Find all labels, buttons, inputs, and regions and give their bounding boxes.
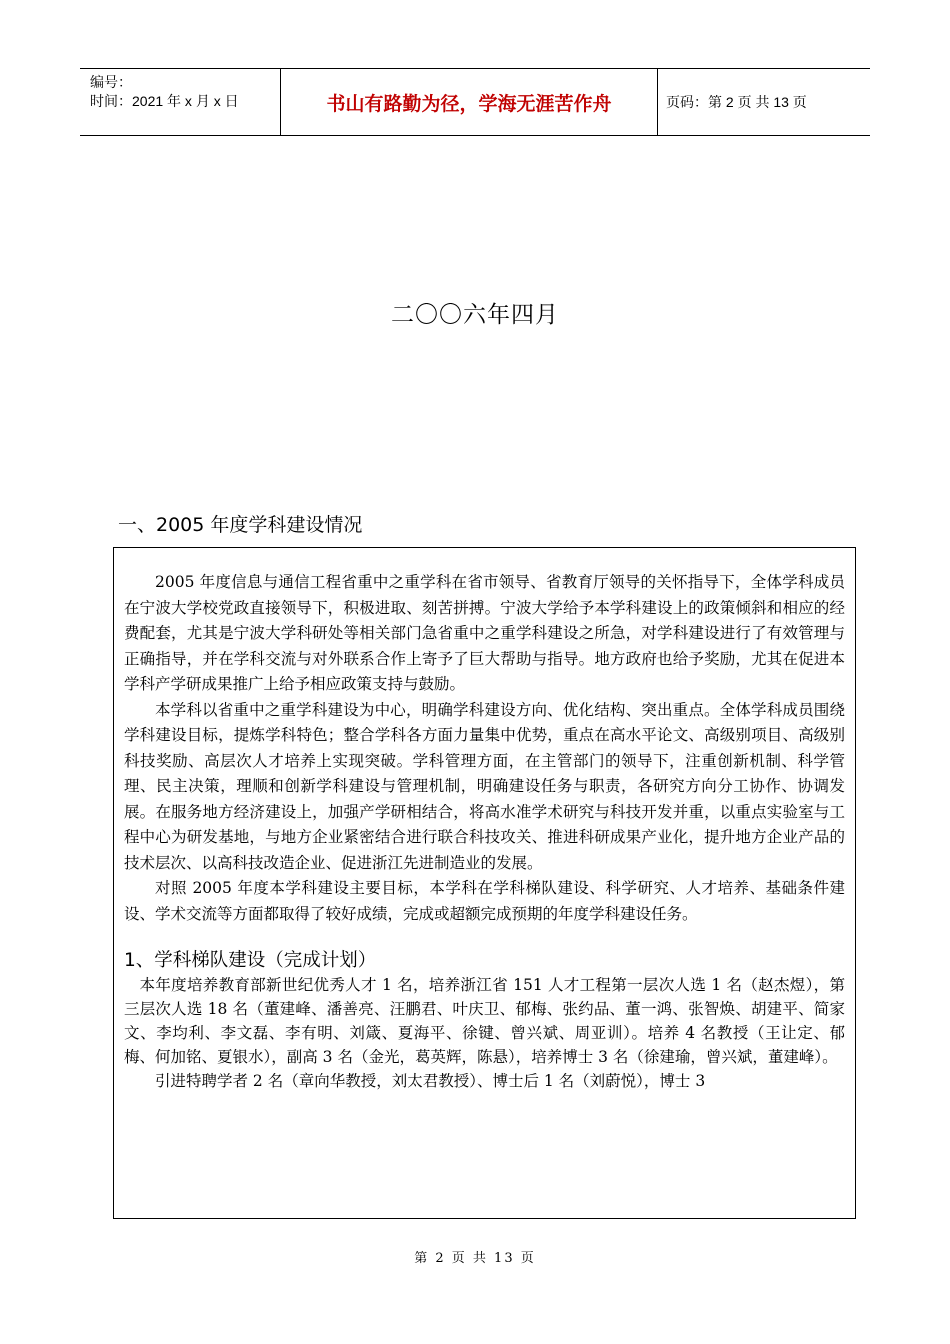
cover-date: 二〇〇六年四月 [391, 302, 559, 328]
body-paragraph: 本年度培养教育部新世纪优秀人才 1 名，培养浙江省 151 人才工程第一层次人选 1 名（赵杰煜），第三层次人选 18 名（董建峰、潘善亮、汪鹏君、叶庆卫、郁梅、张约品、董一鸿、张智焕、胡建平、简家文、李均利、李文磊、李有明、刘箴、夏海平、徐键、曾兴斌、周亚训）。培养 4 名教授（王让定、郁梅、何加铭、夏银水），副高 3 名（金光，葛英辉，陈悬），培养博士 3 名（徐建瑜，曾兴斌，董建峰）。 [124, 976, 845, 1066]
document-number-label: 编号： [90, 74, 132, 90]
header-meta [80, 69, 281, 135]
body-paragraph: 对照 2005 年度本学科建设主要目标，本学科在学科梯队建设、科学研究、人才培养、基础条件建设、学术交流等方面都取得了较好成绩，完成或超额完成预期的年度学科建设任务。 [124, 879, 845, 923]
body-paragraph: 本学科以省重中之重学科建设为中心，明确学科建设方向、优化结构、突出重点。全体学科成员围绕学科建设目标，提炼学科特色；整合学科各方面力量集中优势，重点在高水平论文、高级别项目、高级别科技奖励、高层次人才培养上实现突破。学科管理方面，在主管部门的领导下，注重创新机制、科学管理、民主决策，理顺和创新学科建设与管理机制，明确建设任务与职责，各研究方向分工协作、协调发展。在服务地方经济建设上，加强产学研相结合，将高水准学术研究与科技开发并重，以重点实验室与工程中心为研发基地，与地方企业紧密结合进行联合科技攻关、推进科研成果产业化，提升地方企业产品的技术层次、以高科技改造企业、促进浙江先进制造业的发展。 [124, 700, 845, 872]
header-page-info: 页码：第 2 页 共 13 页 [666, 94, 807, 110]
section-title: 一、2005 年度学科建设情况 [118, 514, 363, 536]
body-paragraph: 2005 年度信息与通信工程省重中之重学科在省市领导、省教育厅领导的关怀指导下，全体学科成员在宁波大学校党政直接领导下，积极进取、刻苦拼搏。宁波大学给予本学科建设上的政策倾斜和相应的经费配套，尤其是宁波大学科研处等相关部门急省重中之重学科建设之所急，对学科建设进行了有效管理与正确指导，并在学科交流与对外联系合作上寄予了巨大帮助与指导。地方政府也给予奖励，尤其在促进本学科产学研成果推广上给予相应政策支持与鼓励。 [124, 573, 845, 693]
page-footer: 第 2 页 共 13 页 [414, 1251, 536, 1266]
header-motto: 书山有路勤为径，学海无涯苦作舟 [281, 69, 658, 135]
content-box [113, 547, 856, 1219]
page-header [80, 68, 870, 136]
subsection-title: 1、学科梯队建设（完成计划） [124, 950, 377, 971]
body-paragraph: 引进特聘学者 2 名（章向华教授，刘太君教授）、博士后 1 名（刘蔚悦），博士 3 [155, 1072, 706, 1090]
document-time-label: 时间：2021 年 x 月 x 日 [90, 93, 239, 109]
